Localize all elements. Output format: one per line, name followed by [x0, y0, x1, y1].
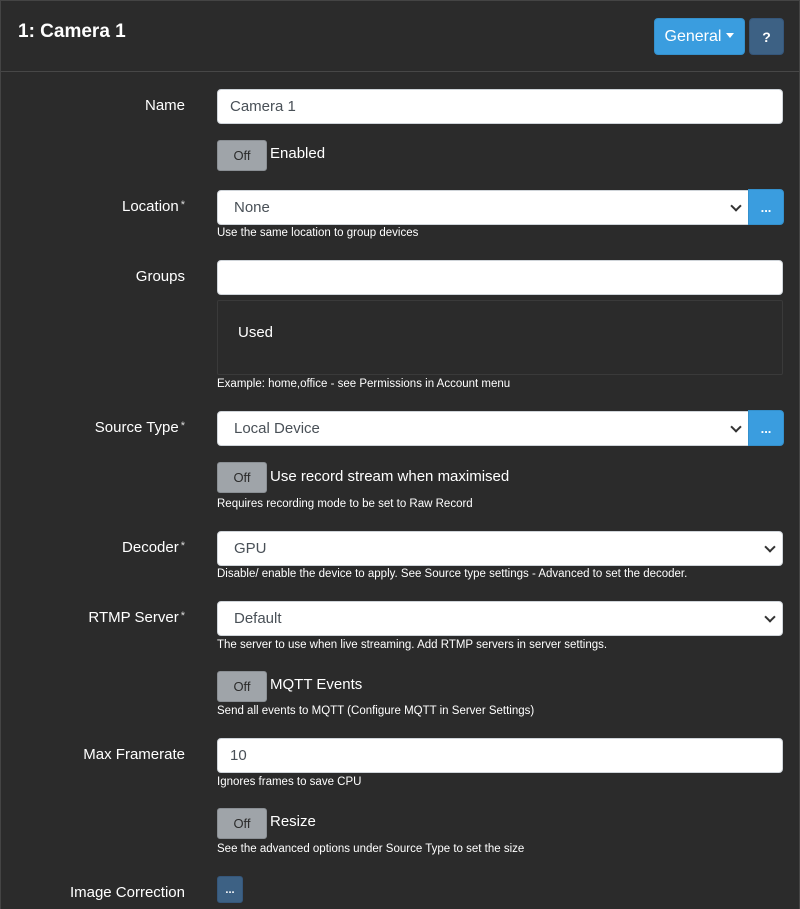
chevron-down-icon: [730, 421, 741, 432]
name-input[interactable]: Camera 1: [217, 89, 783, 124]
mqtt-events-label: MQTT Events: [270, 676, 363, 693]
enabled-label: Enabled: [270, 145, 326, 162]
mqtt-events-toggle[interactable]: Off: [217, 671, 267, 702]
required-marker: *: [180, 420, 185, 432]
image-correction-label: Image Correction: [69, 884, 185, 901]
rtmp-server-label-text: RTMP Server: [88, 609, 179, 626]
groups-input[interactable]: [217, 260, 783, 295]
decoder-help-text: Disable/ enable the device to apply. See Source type settings - Advanced to set the decoder.: [217, 568, 688, 580]
source-type-label-text: Source Type: [94, 419, 179, 436]
rtmp-server-help-text: The server to use when live streaming. Add RTMP servers in server settings.: [217, 639, 608, 651]
source-type-select-value: Local Device: [234, 420, 320, 437]
image-correction-button[interactable]: ...: [217, 876, 243, 903]
location-select-value: None: [234, 199, 270, 216]
enabled-toggle[interactable]: Off: [217, 140, 267, 171]
rtmp-server-select-value: Default: [234, 610, 282, 627]
max-framerate-input[interactable]: 10: [217, 738, 783, 773]
source-type-more-button[interactable]: ...: [748, 410, 784, 446]
rtmp-server-label: [88, 609, 185, 626]
decoder-select[interactable]: [217, 531, 783, 566]
general-button-label: General: [664, 27, 722, 45]
chevron-down-icon: [764, 541, 775, 552]
panel-header: [1, 1, 800, 72]
groups-help-text: Example: home,office - see Permissions in Account menu: [217, 378, 511, 390]
source-type-label: [95, 419, 185, 436]
max-framerate-help-text: Ignores frames to save CPU: [217, 776, 362, 788]
general-dropdown-button[interactable]: [654, 18, 745, 55]
record-stream-label: Use record stream when maximised: [270, 468, 510, 485]
decoder-select-value: GPU: [234, 540, 267, 557]
max-framerate-label: Max Framerate: [83, 746, 185, 763]
record-stream-help-text: Requires recording mode to be set to Raw Record: [217, 498, 473, 510]
location-label-text: Location: [122, 198, 179, 215]
name-label: Name: [144, 97, 185, 114]
source-type-select[interactable]: [217, 411, 749, 446]
used-label: Used: [238, 324, 274, 341]
help-button[interactable]: ?: [749, 18, 784, 55]
required-marker: *: [180, 610, 185, 622]
page-title: 1: Camera 1: [18, 21, 126, 42]
mqtt-help-text: Send all events to MQTT (Configure MQTT in Server Settings): [217, 705, 535, 717]
record-stream-toggle[interactable]: Off: [217, 462, 267, 493]
decoder-label: [122, 539, 185, 556]
chevron-down-icon: [730, 200, 741, 211]
location-more-button[interactable]: ...: [748, 189, 784, 225]
location-select[interactable]: [217, 190, 749, 225]
required-marker: *: [180, 540, 185, 552]
resize-label: Resize: [270, 813, 316, 830]
decoder-label-text: Decoder: [122, 539, 179, 556]
required-marker: *: [180, 199, 185, 211]
location-help-text: Use the same location to group devices: [217, 227, 419, 239]
resize-help-text: See the advanced options under Source Type to set the size: [217, 843, 525, 855]
used-groups-box: [217, 300, 783, 375]
resize-toggle[interactable]: Off: [217, 808, 267, 839]
rtmp-server-select[interactable]: [217, 601, 783, 636]
chevron-down-icon: [764, 611, 775, 622]
groups-label: Groups: [135, 268, 185, 285]
caret-down-icon: [726, 33, 734, 38]
location-label: [122, 198, 185, 215]
